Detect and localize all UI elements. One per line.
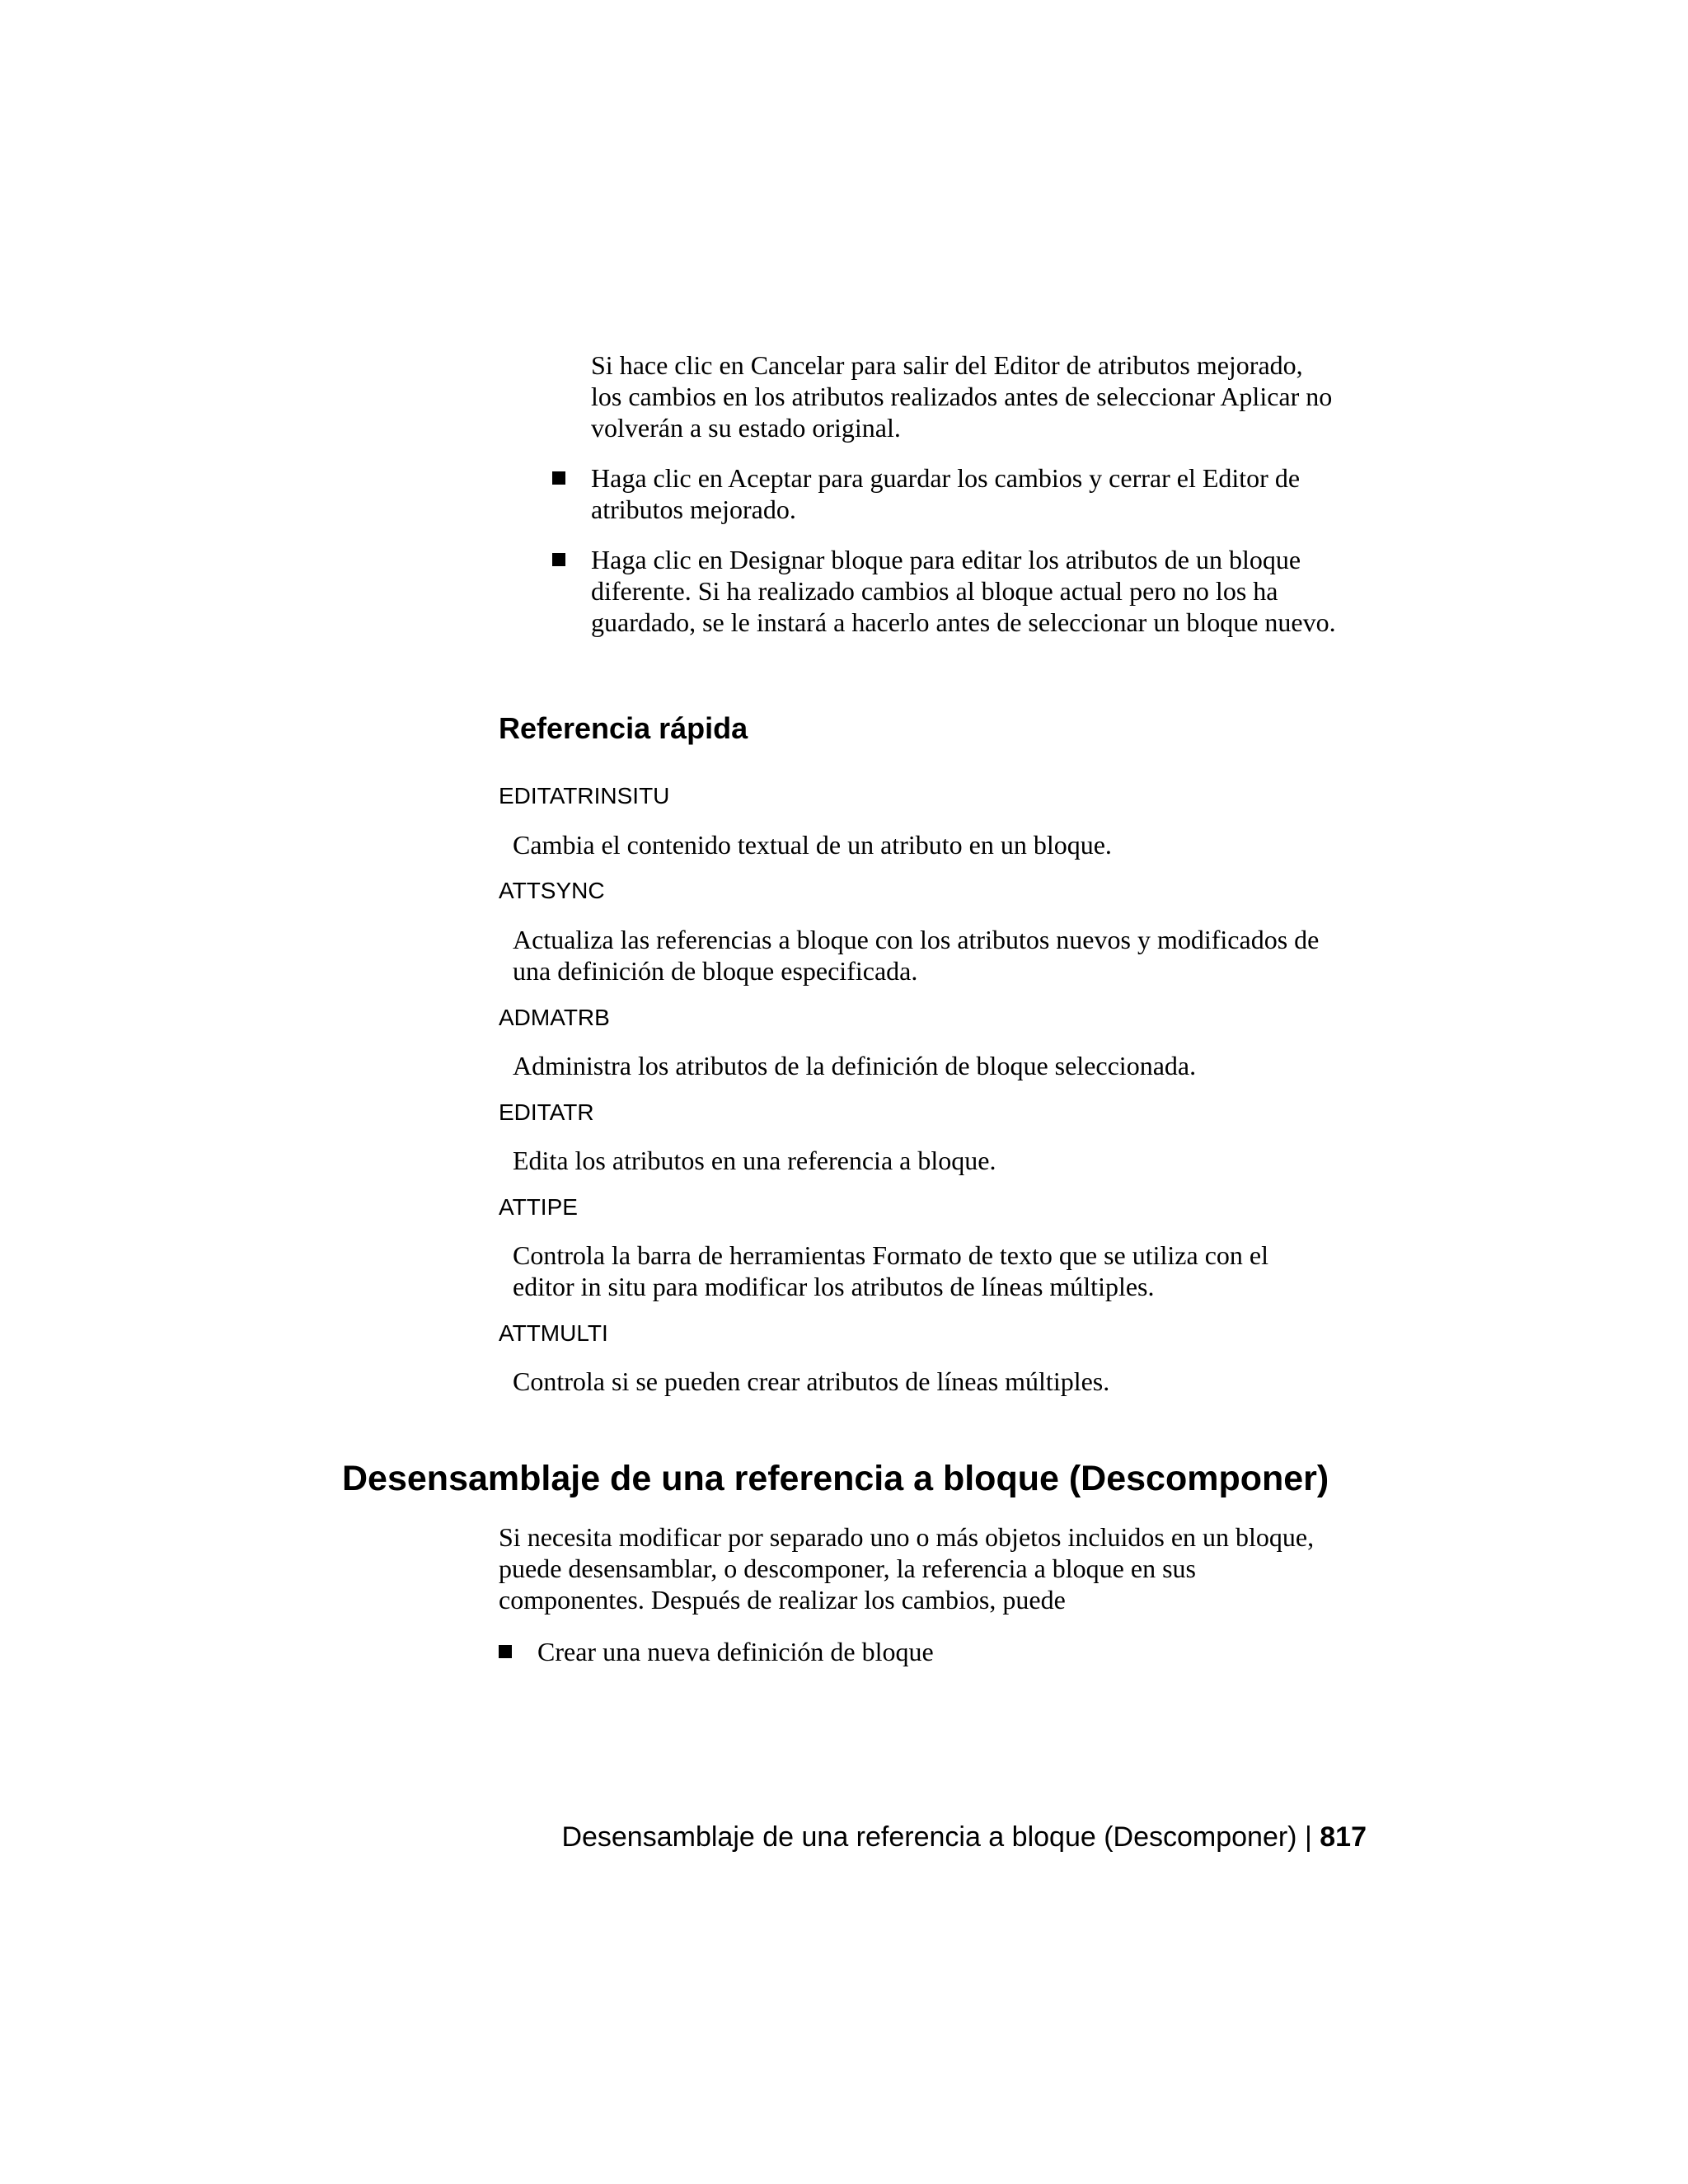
command-description bbox=[513, 1050, 1196, 1081]
text-line: Si hace clic en Cancelar para salir del Editor de atributos mejorado, bbox=[591, 350, 1303, 380]
text-line: los cambios en los atributos realizados antes de seleccionar Aplicar no bbox=[591, 382, 1333, 411]
text-line: puede desensamblar, o descomponer, la referencia a bloque en sus bbox=[499, 1554, 1196, 1583]
text-line: Controla si se pueden crear atributos de líneas múltiples. bbox=[513, 1366, 1110, 1396]
command-name: ATTMULTI bbox=[499, 1320, 608, 1346]
text-line: Actualiza las referencias a bloque con los atributos nuevos y modificados de bbox=[513, 925, 1320, 954]
text-line: Si necesita modificar por separado uno o más objetos incluidos en un bloque, bbox=[499, 1522, 1315, 1552]
section-paragraph bbox=[499, 1521, 1314, 1615]
text-line: Administra los atributos de la definición de bloque seleccionada. bbox=[513, 1051, 1197, 1080]
command-name: EDITATR bbox=[499, 1099, 594, 1125]
text-line: volverán a su estado original. bbox=[591, 413, 901, 443]
text-line: componentes. Después de realizar los cambios, puede bbox=[499, 1585, 1066, 1615]
intro-paragraph bbox=[591, 349, 1332, 443]
command-name: ATTIPE bbox=[499, 1194, 578, 1220]
command-name: EDITATRINSITU bbox=[499, 783, 670, 808]
bullet-item bbox=[591, 462, 1300, 525]
text-line: Cambia el contenido textual de un atributo en un bloque. bbox=[513, 830, 1112, 860]
command-description bbox=[513, 829, 1112, 860]
text-line: Edita los atributos en una referencia a bloque. bbox=[513, 1146, 996, 1175]
page-number: 817 bbox=[1320, 1821, 1367, 1853]
bullet-square-icon bbox=[552, 471, 565, 485]
text-line: diferente. Si ha realizado cambios al bloque actual pero no los ha bbox=[591, 576, 1278, 606]
command-name: ATTSYNC bbox=[499, 878, 605, 903]
bullet-square-icon bbox=[499, 1645, 512, 1658]
command-description bbox=[513, 1240, 1268, 1302]
footer-separator: | bbox=[1304, 1821, 1312, 1853]
page-footer bbox=[561, 1821, 1367, 1854]
text-line: atributos mejorado. bbox=[591, 494, 796, 524]
command-description bbox=[513, 924, 1319, 987]
section-heading: Desensamblaje de una referencia a bloque (Descomponer) bbox=[342, 1459, 1329, 1498]
text-line: Haga clic en Designar bloque para editar los atributos de un bloque bbox=[591, 545, 1301, 574]
text-line: Controla la barra de herramientas Formato de texto que se utiliza con el bbox=[513, 1240, 1268, 1270]
command-name: ADMATRB bbox=[499, 1005, 610, 1030]
text-line: guardado, se le instará a hacerlo antes de seleccionar un bloque nuevo. bbox=[591, 607, 1336, 637]
bullet-square-icon bbox=[552, 553, 565, 566]
bullet-item bbox=[591, 544, 1336, 638]
bullet-item: Crear una nueva definición de bloque bbox=[537, 1637, 934, 1666]
quick-reference-heading: Referencia rápida bbox=[499, 711, 748, 745]
command-description bbox=[513, 1366, 1109, 1397]
text-line: Haga clic en Aceptar para guardar los cambios y cerrar el Editor de bbox=[591, 463, 1301, 493]
command-description bbox=[513, 1145, 996, 1176]
footer-title: Desensamblaje de una referencia a bloque (Descomponer) bbox=[561, 1821, 1297, 1853]
text-line: una definición de bloque especificada. bbox=[513, 956, 918, 986]
text-line: editor in situ para modificar los atributos de líneas múltiples. bbox=[513, 1272, 1155, 1301]
